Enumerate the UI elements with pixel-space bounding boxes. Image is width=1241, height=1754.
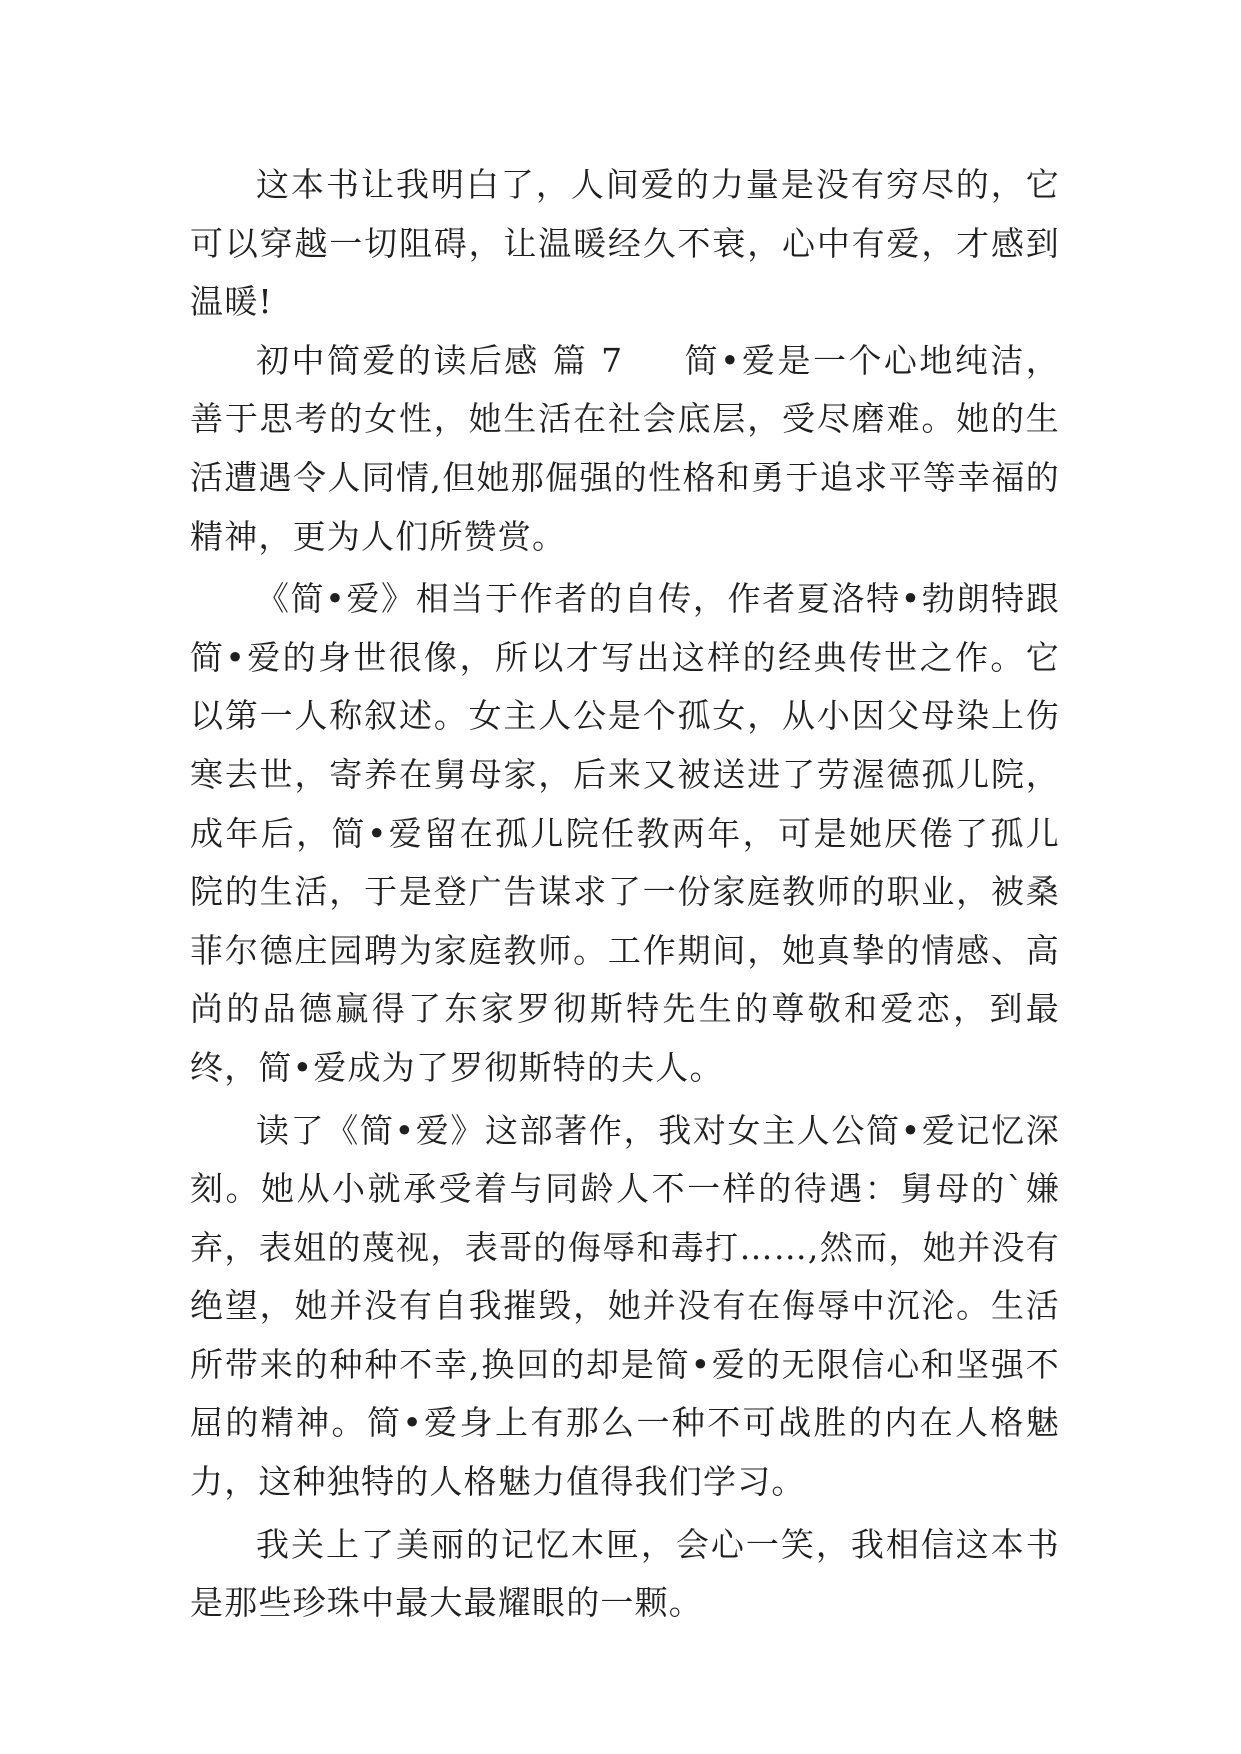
paragraph-conclusion: 这本书让我明白了，人间爱的力量是没有穷尽的，它可以穿越一切阻碍，让温暖经久不衰，心中有爱，才感到温暖! [190,165,1060,322]
paragraph-summary: 《简•爱》相当于作者的自传，作者夏洛特•勃朗特跟简•爱的身世很像，所以才写出这样的经典传世之作。它以第一人称叙述。女主人公是个孤女，从小因父母染上伤寒去世，寄养在舅母家，后来又被送进了劳渥德孤儿院，成年后，简•爱留在孤儿院任教两年，可是她厌倦了孤儿院的生活，于是登广告谋求了一份家庭教师的职业，被桑菲尔德庄园聘为家庭教师。工作期间，她真挚的情感、高尚的品德赢得了东家罗彻斯特先生的尊敬和爱恋，到最终，简•爱成为了罗彻斯特的夫人。 [190,579,1060,1087]
paragraph-intro [190,332,1060,566]
paragraph-closing: 我关上了美丽的记忆木匣，会心一笑，我相信这本书是那些珍珠中最大最耀眼的一颗。 [190,1524,1060,1623]
paragraph-intro-text: 简•爱是一个心地纯洁，善于思考的女性，她生活在社会底层，受尽磨难。她的生活遭遇令人同情,但她那倔强的性格和勇于追求平等幸福的精神，更为人们所赞赏。 [190,340,1060,556]
document-body [190,156,1060,1633]
paragraph-reflection: 读了《简•爱》这部著作，我对女主人公简•爱记忆深刻。她从小就承受着与同龄人不一样的待遇：舅母的`嫌弃，表姐的蔑视，表哥的侮辱和毒打……,然而，她并没有绝望，她并没有自我摧毁，她并没有在侮辱中沉沦。生活所带来的种种不幸,换回的却是简•爱的无限信心和坚强不屈的精神。简•爱身上有那么一种不可战胜的内在人格魅力，这种独特的人格魅力值得我们学习。 [190,1110,1060,1502]
section-heading: 初中简爱的读后感 篇 7 [256,340,624,380]
